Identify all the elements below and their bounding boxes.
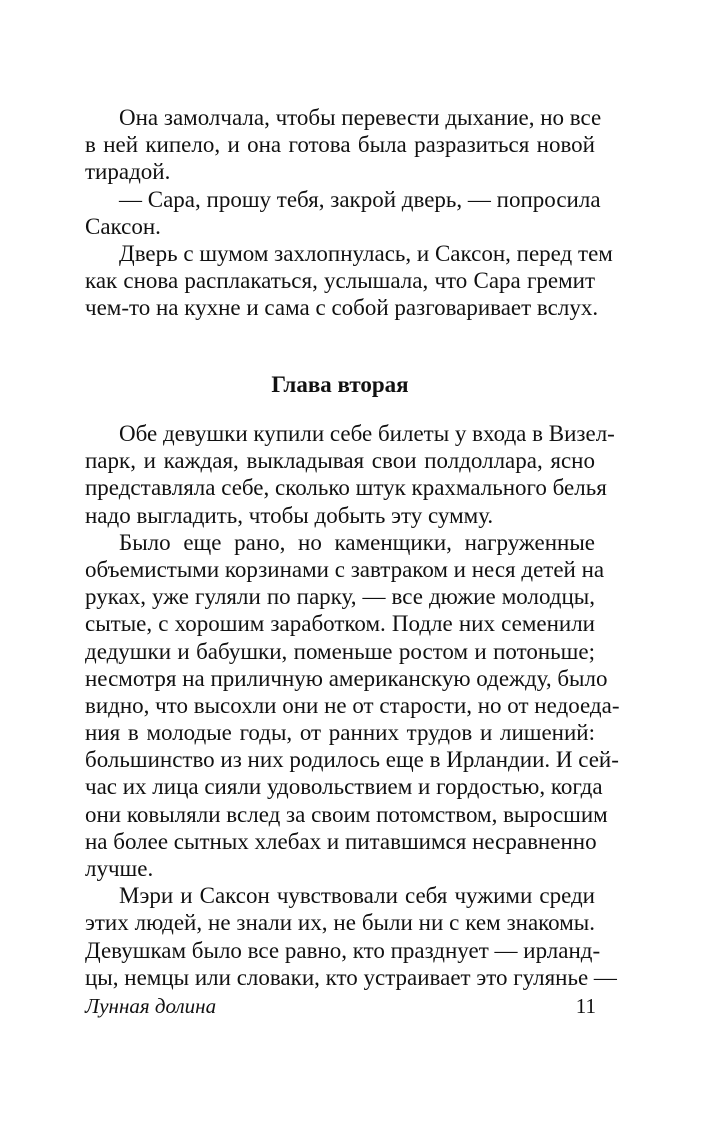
running-footer-title: Лунная долина xyxy=(85,994,217,1018)
text-line: объемистыми корзинами с завтраком и неся детей на xyxy=(85,556,605,582)
text-line: Обе девушки купили себе билеты у входа в Визел- xyxy=(119,421,615,446)
paragraph xyxy=(85,882,617,991)
text-line: чем-то на кухне и сама с собой разговаривает вслух. xyxy=(85,295,599,321)
text-line: Мэри и Саксон чувствовали себя чужими среди xyxy=(119,883,595,909)
text-line: в ней кипело, и она готова была разразиться новой xyxy=(85,132,595,158)
text-line: они ковыляли вслед за своим потомством, выросшим xyxy=(85,801,608,827)
paragraph xyxy=(85,420,615,529)
text-line: — Сара, прошу тебя, закрой дверь, — попросила xyxy=(119,186,601,212)
paragraph xyxy=(85,529,620,882)
text-line: лучше. xyxy=(85,856,154,881)
text-line: как снова расплакаться, услышала, что Сара гремит xyxy=(85,268,595,294)
page-number: 11 xyxy=(575,994,596,1018)
text-line: руках, уже гуляли по парку, — все дюжие молодцы, xyxy=(85,584,595,610)
text-line: несмотря на приличную американскую одежду, было xyxy=(85,665,608,691)
paragraph xyxy=(85,240,613,322)
text-line: Саксон. xyxy=(85,213,161,239)
paragraph xyxy=(85,186,601,240)
text-line: час их лица сияли удовольствием и гордостью, когда xyxy=(85,774,603,800)
text-line: тирадой. xyxy=(85,159,171,185)
opening-text xyxy=(85,104,613,322)
text-line: Было еще рано, но каменщики, нагруженные xyxy=(119,529,595,555)
text-line: парк, и каждая, выкладывая свои полдоллара, ясно xyxy=(85,448,595,474)
chapter-title: Глава вторая xyxy=(271,372,409,397)
text-line: надо выгладить, чтобы добыть эту сумму. xyxy=(85,502,494,528)
text-line: Она замолчала, чтобы перевести дыхание, но все xyxy=(119,105,602,130)
text-line: сытые, с хорошим заработком. Подле них семенили xyxy=(85,611,595,637)
text-line: Девушкам было все равно, кто празднует — ирланд- xyxy=(85,937,601,963)
text-line: видно, что высохли они не от старости, но от недоеда- xyxy=(85,692,620,718)
chapter-body xyxy=(85,420,620,991)
text-line: ния в молодые годы, от ранних трудов и лишений: xyxy=(85,720,595,746)
paragraph xyxy=(85,104,602,186)
text-line: цы, немцы или словаки, кто устраивает это гулянье — xyxy=(85,964,617,990)
text-line: дедушки и бабушки, поменьше ростом и потоньше; xyxy=(85,638,595,664)
text-line: этих людей, не знали их, не были ни с кем знакомы. xyxy=(85,910,595,936)
text-line: представляла себе, сколько штук крахмального белья xyxy=(85,475,607,501)
text-line: на более сытных хлебах и питавшимся несравненно xyxy=(85,828,597,854)
text-line: большинство из них родилось еще в Ирландии. И сей- xyxy=(85,747,619,773)
text-line: Дверь с шумом захлопнулась, и Саксон, перед тем xyxy=(119,240,613,266)
